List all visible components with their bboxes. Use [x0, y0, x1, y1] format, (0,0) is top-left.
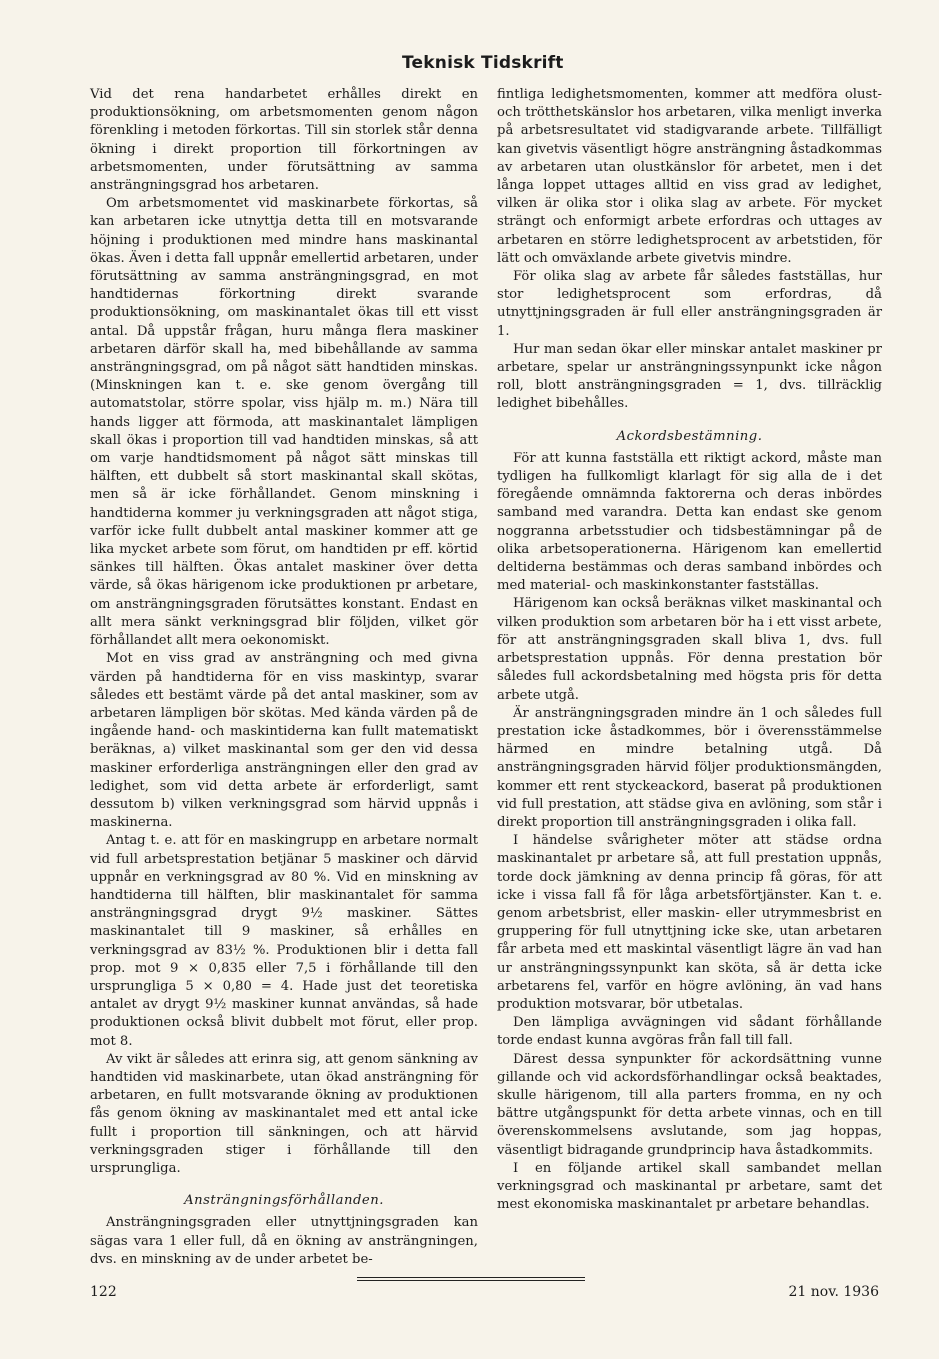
- left-column: [90, 86, 478, 1269]
- paragraph: Om arbetsmomentet vid maskinarbete förkortas, så kan arbetaren icke utnyttja detta till en motsvarande höjning i produktionen med mindre hans maskinantal ökas. Även i detta fall uppnår emellertid arbetaren, under förutsättning av samma ansträngningsgrad, en mot handtidernas förkortning direkt svarande produktionsökning, om maskinantalet ökas till ett visst antal. Då uppstår frågan, huru många flera maskiner arbetaren därför skall ha, med bibehållande av samma ansträngningsgrad, om på något sätt handtiden minskas. (Minskningen kan t. e. ske genom övergång till automatstolar, större spolar, viss hjälp m. m.) Nära till hands ligger att förmoda, att maskinantalet lämpligen skall ökas i proportion till vad handtiden minskas, så att om varje handtidsmoment på något sätt minskas till hälften, ett dubbelt så stort maskinantal skall skötas, men så är icke förhållandet. Genom minskning i handtiderna kommer ju verkningsgraden att något stiga, varför icke fullt dubbelt antal maskiner kommer att ge lika mycket arbete som förut, om handtiden pr eff. körtid sänkes till hälften. Ökas antalet maskiner över detta värde, så ökas härigenom icke produktionen pr arbetare, om ansträngningsgraden förutsättes konstant. Endast en allt mera sänkt verkningsgrad blir följden, vilket gör förhållandet allt mera oekonomiskt.: [90, 196, 478, 649]
- paragraph: Därest dessa synpunkter för ackordsättning vunne gillande och vid ackordsförhandlingar också beaktades, skulle härigenom, till alla parters fromma, en ny och bättre utgångspunkt för detta arbete vinnas, och en till överenskommelsens avslutande, som jag hoppas, väsentligt bidragande grundprincip hava åstadkommits.: [497, 1051, 882, 1158]
- paragraph: För olika slag av arbete får således fastställas, hur stor ledighetsprocent som erfordras, då utnyttjningsgraden är full eller ansträngningsgraden är 1.: [497, 269, 882, 339]
- paragraph: I en följande artikel skall sambandet mellan verkningsgrad och maskinantal pr arbetare, samt det mest ekonomiska maskinantalet pr arbetare behandlas.: [497, 1160, 882, 1213]
- section-heading: Ackordsbestämning.: [616, 428, 763, 444]
- paragraph: Hur man sedan ökar eller minskar antalet maskiner pr arbetare, spelar ur ansträngningssynpunkt icke någon roll, blott ansträngningsgraden = 1, dvs. tillräcklig ledighet bibehålles.: [497, 341, 882, 412]
- journal-title: Teknisk Tidskrift: [402, 53, 564, 73]
- paragraph: fintliga ledighetsmomenten, kommer att medföra olust- och trötthetskänslor hos arbetaren, vilka menligt inverka på arbetsresultatet vid stadigvarande arbete. Tillfälligt kan givetvis väsentligt högre ansträngning åstadkommas av arbetaren utan olustkänslor för arbetet, men i det långa loppet uttages alltid en viss grad av ledighet, vilken är olika stor i olika slag av arbete. För mycket strängt och enformigt arbete erfordras och uttages av arbetaren en större ledighetsprocent av arbetstiden, för lätt och omväxlande arbete givetvis mindre.: [497, 87, 882, 266]
- footer-divider: [357, 1277, 585, 1281]
- paragraph: Den lämpliga avvägningen vid sådant förhållande torde endast kunna avgöras från fall till fall.: [497, 1015, 882, 1049]
- right-column: [497, 86, 882, 1214]
- paragraph: Av vikt är således att erinra sig, att genom sänkning av handtiden vid maskinarbete, utan ökad ansträngning för arbetaren, en fullt motsvarande ökning av produktionen fås genom ökning av maskinantalet med ett antal icke fullt i proportion till sänkningen, och att härvid verkningsgraden stiger i förhållande till den ursprungliga.: [90, 1051, 478, 1176]
- paragraph: Antag t. e. att för en maskingrupp en arbetare normalt vid full arbetsprestation betjänar 5 maskiner och därvid uppnår en verkningsgrad av 80 %. Vid en minskning av handtiderna till hälften, blir maskinantalet för samma ansträngningsgrad drygt 9½ maskiner. Sättes maskinantalet till 9 maskiner, så erhålles en verkningsgrad av 83½ %. Produktionen blir i detta fall prop. mot 9 × 0,835 eller 7,5 i förhållande till den ursprungliga 5 × 0,80 = 4. Hade just det teoretiska antalet av drygt 9½ maskiner kunnat användas, så hade produktionen också blivit dubbelt mot förut, eller prop. mot 8.: [90, 833, 478, 1049]
- paragraph: Vid det rena handarbetet erhålles direkt en produktionsökning, om arbetsmomenten genom någon förenkling i metoden förkortas. Till sin storlek står denna ökning i direkt proportion till förkortningen av arbetsmomenten, under förutsättning av samma ansträngningsgrad hos arbetaren.: [90, 87, 478, 194]
- section-heading: Ansträngningsförhållanden.: [184, 1193, 384, 1209]
- paragraph: Mot en viss grad av ansträngning och med givna värden på handtiderna för en viss maskintyp, svarar således ett bestämt värde på det antal maskiner, som av arbetaren lämpligen bör skötas. Med kända värden på de ingående hand- och maskintiderna kan fullt matematiskt beräknas, a) vilket maskinantal som ger den vid dessa maskiner erforderliga ansträngningen eller den grad av ledighet, som vid detta arbete är erforderligt, samt dessutom b) vilken verkningsgrad som härvid uppnås i maskinerna.: [90, 651, 478, 831]
- paragraph: För att kunna fastställa ett riktigt ackord, måste man tydligen ha fullkomligt klarlagt för sig alla de i det föregående omnämnda faktorerna och deras inbördes samband med varandra. Detta kan endast ske genom noggranna arbetsstudier och tidsbestämningar på de olika arbetsoperationerna. Härigenom kan emellertid deltiderna bestämmas och deras samband inbördes och med material- och maskinkonstanter fastställas.: [497, 450, 882, 594]
- paragraph: Härigenom kan också beräknas vilket maskinantal och vilken produktion som arbetaren bör ha i ett visst arbete, för att ansträngningsgraden skall bliva 1, dvs. full arbetsprestation uppnås. För denna prestation bör således full ackordsbetalning med högsta pris för detta arbete utgå.: [497, 596, 882, 703]
- paragraph: Ansträngningsgraden eller utnyttjningsgraden kan sägas vara 1 eller full, då en ökning av ansträngningen, dvs. en minskning av de under arbetet be-: [90, 1215, 478, 1267]
- paragraph: Är ansträngningsgraden mindre än 1 och således full prestation icke åstadkommes, bör i överensstämmelse härmed en mindre betalning utgå. Då ansträngningsgraden härvid följer produktionsmängden, kommer ett rent styckeackord, baserat på produktionen vid full prestation, att städse giva en avlöning, som står i direkt proportion till ansträngningsgraden i olika fall.: [497, 705, 882, 830]
- issue-date: 21 nov. 1936: [788, 1284, 879, 1300]
- paragraph: I händelse svårigheter möter att städse ordna maskinantalet pr arbetare så, att full prestation uppnås, torde dock jämkning av denna princip få göras, för att icke i vissa fall få för låga arbetsförtjänster. Kan t. e. genom arbetsbrist, eller maskin- eller utrymmesbrist en gruppering för full utnyttjning icke ske, utan arbetaren får arbeta med ett maskintal väsentligt lägre än vad han ur ansträngningssynpunkt kan sköta, så är detta icke arbetarens fel, varför en högre avlöning, än vad hans produktion motsvarar, bör utbetalas.: [497, 833, 882, 1012]
- page-number: 122: [90, 1284, 117, 1300]
